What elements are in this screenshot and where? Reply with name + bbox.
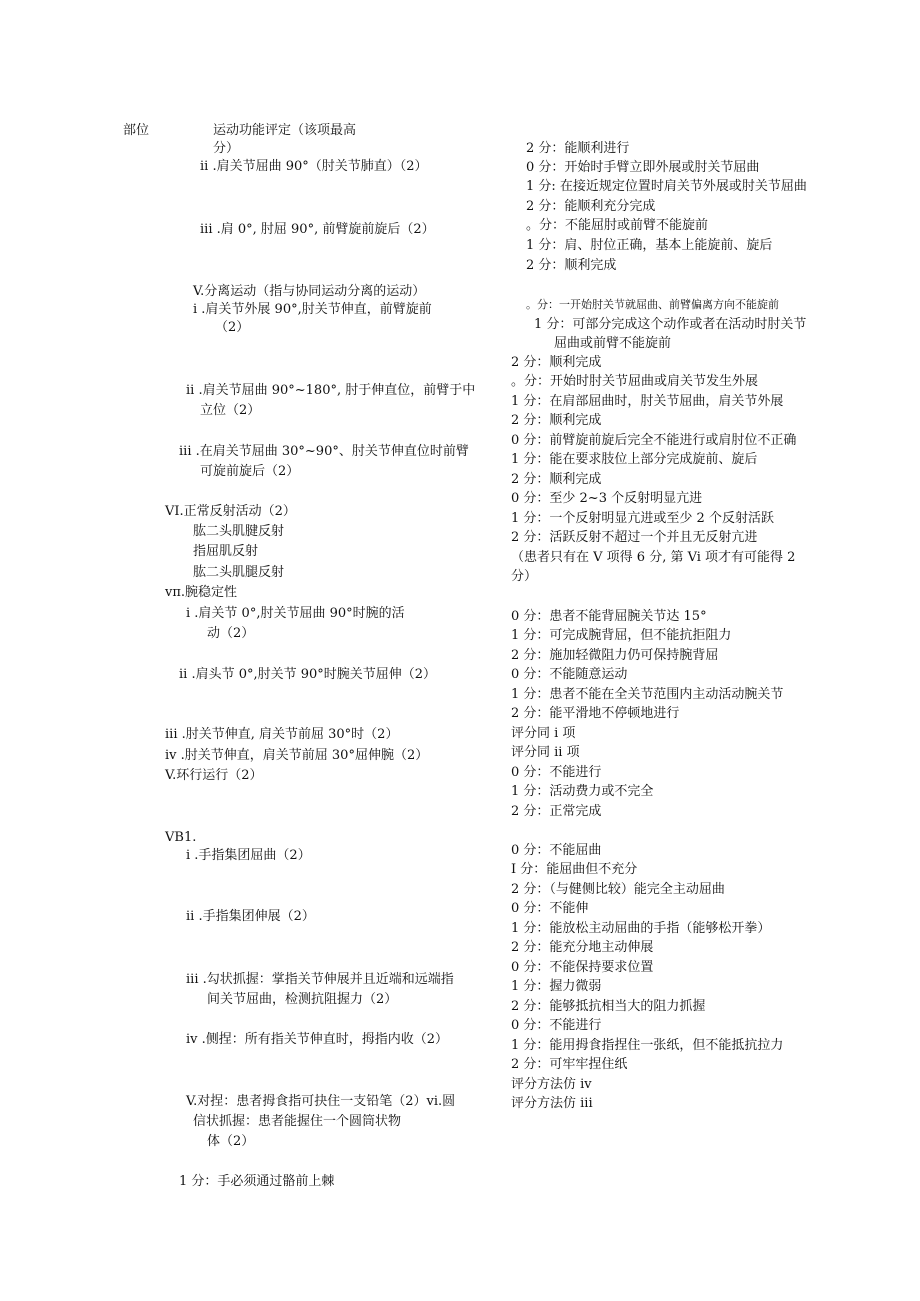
item-shoulder-flexion-30-90-cont: 可旋前旋后（2） xyxy=(200,464,300,479)
section-wrist-stability: vπ.腕稳定性 xyxy=(165,585,238,600)
score-line: 。分：一开始肘关节就屈曲、前臂偏离方向不能旋前 xyxy=(526,298,779,311)
item-shoulder-flexion-180-cont: 立位（2） xyxy=(200,403,261,418)
item-score-note: 1 分：手必须通过骼前上棘 xyxy=(179,1174,335,1189)
reflex-biceps-leg: 肱二头肌腿反射 xyxy=(193,565,285,580)
score-line: 1 分：可部分完成这个动作或者在活动时肘关节 xyxy=(534,317,807,332)
section-hand: VB1. xyxy=(165,830,197,845)
item-forearm-pronation: iii .肩 0°, 肘屈 90°, 前臂旋前旋后（2） xyxy=(200,222,435,237)
section-normal-reflex: VI.正常反射活动（2） xyxy=(165,504,296,519)
score-line-cont: 屈曲或前臂不能旋前 xyxy=(554,336,672,351)
score-line: 0 分：患者不能背屈腕关节达 15° xyxy=(511,609,707,624)
item-elbow-ext-shoulder-30: iii .肘关节伸直, 肩关节前屈 30°时（2） xyxy=(165,727,399,742)
score-note-cont: 分） xyxy=(511,569,538,584)
reflex-biceps-tendon: 肱二头肌腱反射 xyxy=(193,524,285,539)
score-line: 2 分：能够抵抗相当大的阻力抓握 xyxy=(511,999,706,1014)
score-line: 0 分：不能进行 xyxy=(511,765,602,780)
item-shoulder-flexion-30-90: iii .在肩关节屈曲 30°~90°、肘关节伸直位时前臂 xyxy=(179,444,469,459)
score-line: 2 分：能顺利进行 xyxy=(526,141,630,156)
score-line: 1 分：活动费力或不完全 xyxy=(511,784,654,799)
item-hook-grasp-cont: 间关节屈曲，检测抗阻握力（2） xyxy=(207,992,398,1007)
score-line: 2 分：顺利完成 xyxy=(526,258,617,273)
score-line: 1 分：肩、肘位正确，基本上能旋前、旋后 xyxy=(526,238,773,253)
score-line: 2 分：可牢牢捏住纸 xyxy=(511,1057,628,1072)
item-mass-flexion: i .手指集团屈曲（2） xyxy=(186,848,311,863)
score-line: 评分同 ii 项 xyxy=(511,745,580,760)
item-wrist-flex-ext: ii .肩头节 0°,肘关节 90°时腕关节屈伸（2） xyxy=(179,667,437,682)
column-header-title-cont: 分） xyxy=(213,141,240,156)
score-line: 1 分: 在接近规定位置时肩关节外展或肘关节屈曲 xyxy=(526,179,807,194)
item-wrist-activity-cont: 动（2） xyxy=(207,626,255,641)
score-line: 2 分：能顺利充分完成 xyxy=(526,199,656,214)
score-line: 0 分：前臂旋前旋后完全不能进行或肩肘位不正确 xyxy=(511,433,797,448)
score-line: 2 分：（与健侧比较）能完全主动屈曲 xyxy=(511,882,725,897)
item-shoulder-abduction-90-score: （2） xyxy=(215,320,250,335)
score-line: 1 分：握力微弱 xyxy=(511,979,602,994)
item-cylinder-grasp-cont: 体（2） xyxy=(207,1134,255,1149)
section-separation-movement: V.分离运动（指与协同运动分离的运动） xyxy=(193,284,426,299)
score-line: 1 分：患者不能在全关节范围内主动活动腕关节 xyxy=(511,687,784,702)
score-line: 2 分：顺利完成 xyxy=(511,413,602,428)
score-line: 2 分：能平滑地不停顿地进行 xyxy=(511,706,680,721)
score-line: 2 分：能充分地主动伸展 xyxy=(511,940,654,955)
score-line: I 分：能屈曲但不充分 xyxy=(511,862,638,877)
score-line: 0 分：至少 2~3 个反射明显亢进 xyxy=(511,491,703,506)
item-elbow-ext-wrist-flex: iv .肘关节伸直，肩关节前屈 30°屈伸腕（2） xyxy=(165,748,429,763)
item-mass-extension: ii .手指集团伸展（2） xyxy=(186,909,315,924)
item-cylinder-grasp: 信状抓握：患者能握住一个圆筒状物 xyxy=(193,1114,402,1129)
score-note: （患者只有在 V 项得 6 分, 第 Vi 项才有可能得 2 xyxy=(511,550,796,565)
item-opposition-pinch: V.对捏：患者拇食指可抉住一支铅笔（2）vi.圆 xyxy=(186,1094,456,1109)
score-line: 2 分：正常完成 xyxy=(511,804,602,819)
score-line: 0 分：不能伸 xyxy=(511,901,589,916)
score-line: 2 分：活跃反射不超过一个并且无反射亢进 xyxy=(511,530,758,545)
score-line: 1 分：能放松主动屈曲的手指（能够松开拳） xyxy=(511,921,771,936)
score-line: 0 分：不能随意运动 xyxy=(511,667,628,682)
score-line: 2 分：施加轻微阻力仍可保持腕背屈 xyxy=(511,648,719,663)
score-line: 评分方法仿 iv xyxy=(511,1077,592,1092)
item-lateral-pinch: iv .侧捏：所有指关节伸直时，拇指内收（2） xyxy=(186,1032,449,1047)
score-line: 1 分：能用拇食指捏住一张纸，但不能抵抗拉力 xyxy=(511,1038,784,1053)
score-line: 0 分：不能屈曲 xyxy=(511,843,602,858)
score-line: 0 分：不能进行 xyxy=(511,1018,602,1033)
score-line: 评分同 i 项 xyxy=(511,726,576,741)
item-hook-grasp: iii .勾状抓握：掌指关节伸展并且近端和远端指 xyxy=(186,972,454,987)
column-header-part: 部位 xyxy=(123,123,150,138)
column-header-title: 运动功能评定（该项最高 xyxy=(213,123,357,138)
score-line: 2 分：顺利完成 xyxy=(511,355,602,370)
score-line: 0 分：开始时手臂立即外展或肘关节屈曲 xyxy=(526,160,760,175)
item-wrist-activity: i .肩关节 0°,肘关节屈曲 90°时腕的活 xyxy=(186,606,405,621)
item-shoulder-abduction-90: i .肩关节外展 90°,肘关节伸直，前臂旋前 xyxy=(193,302,432,317)
score-line: 评分方法仿 iii xyxy=(511,1096,593,1111)
item-circumduction: V.环行运行（2） xyxy=(165,768,263,783)
score-line: 。分：开始时肘关节屈曲或肩关节发生外展 xyxy=(511,374,759,389)
item-shoulder-flexion-90: ii .肩关节屈曲 90°（肘关节肺直）（2） xyxy=(200,159,428,174)
score-line: 1 分：能在要求肢位上部分完成旋前、旋后 xyxy=(511,452,758,467)
score-line: 2 分：顺利完成 xyxy=(511,472,602,487)
score-line: 1 分：在肩部屈曲时，肘关节屈曲，肩关节外展 xyxy=(511,394,784,409)
score-line: 。分：不能屈肘或前臂不能旋前 xyxy=(526,218,709,233)
item-shoulder-flexion-180: ii .肩关节屈曲 90°~180°, 肘于伸直位，前臂于中 xyxy=(186,383,476,398)
score-line: 1 分：可完成腕背屈，但不能抗拒阻力 xyxy=(511,628,732,643)
reflex-finger-flexor: 指屈肌反射 xyxy=(193,544,259,559)
score-line: 1 分：一个反射明显亢进或至少 2 个反射活跃 xyxy=(511,511,774,526)
score-line: 0 分：不能保持要求位置 xyxy=(511,960,654,975)
